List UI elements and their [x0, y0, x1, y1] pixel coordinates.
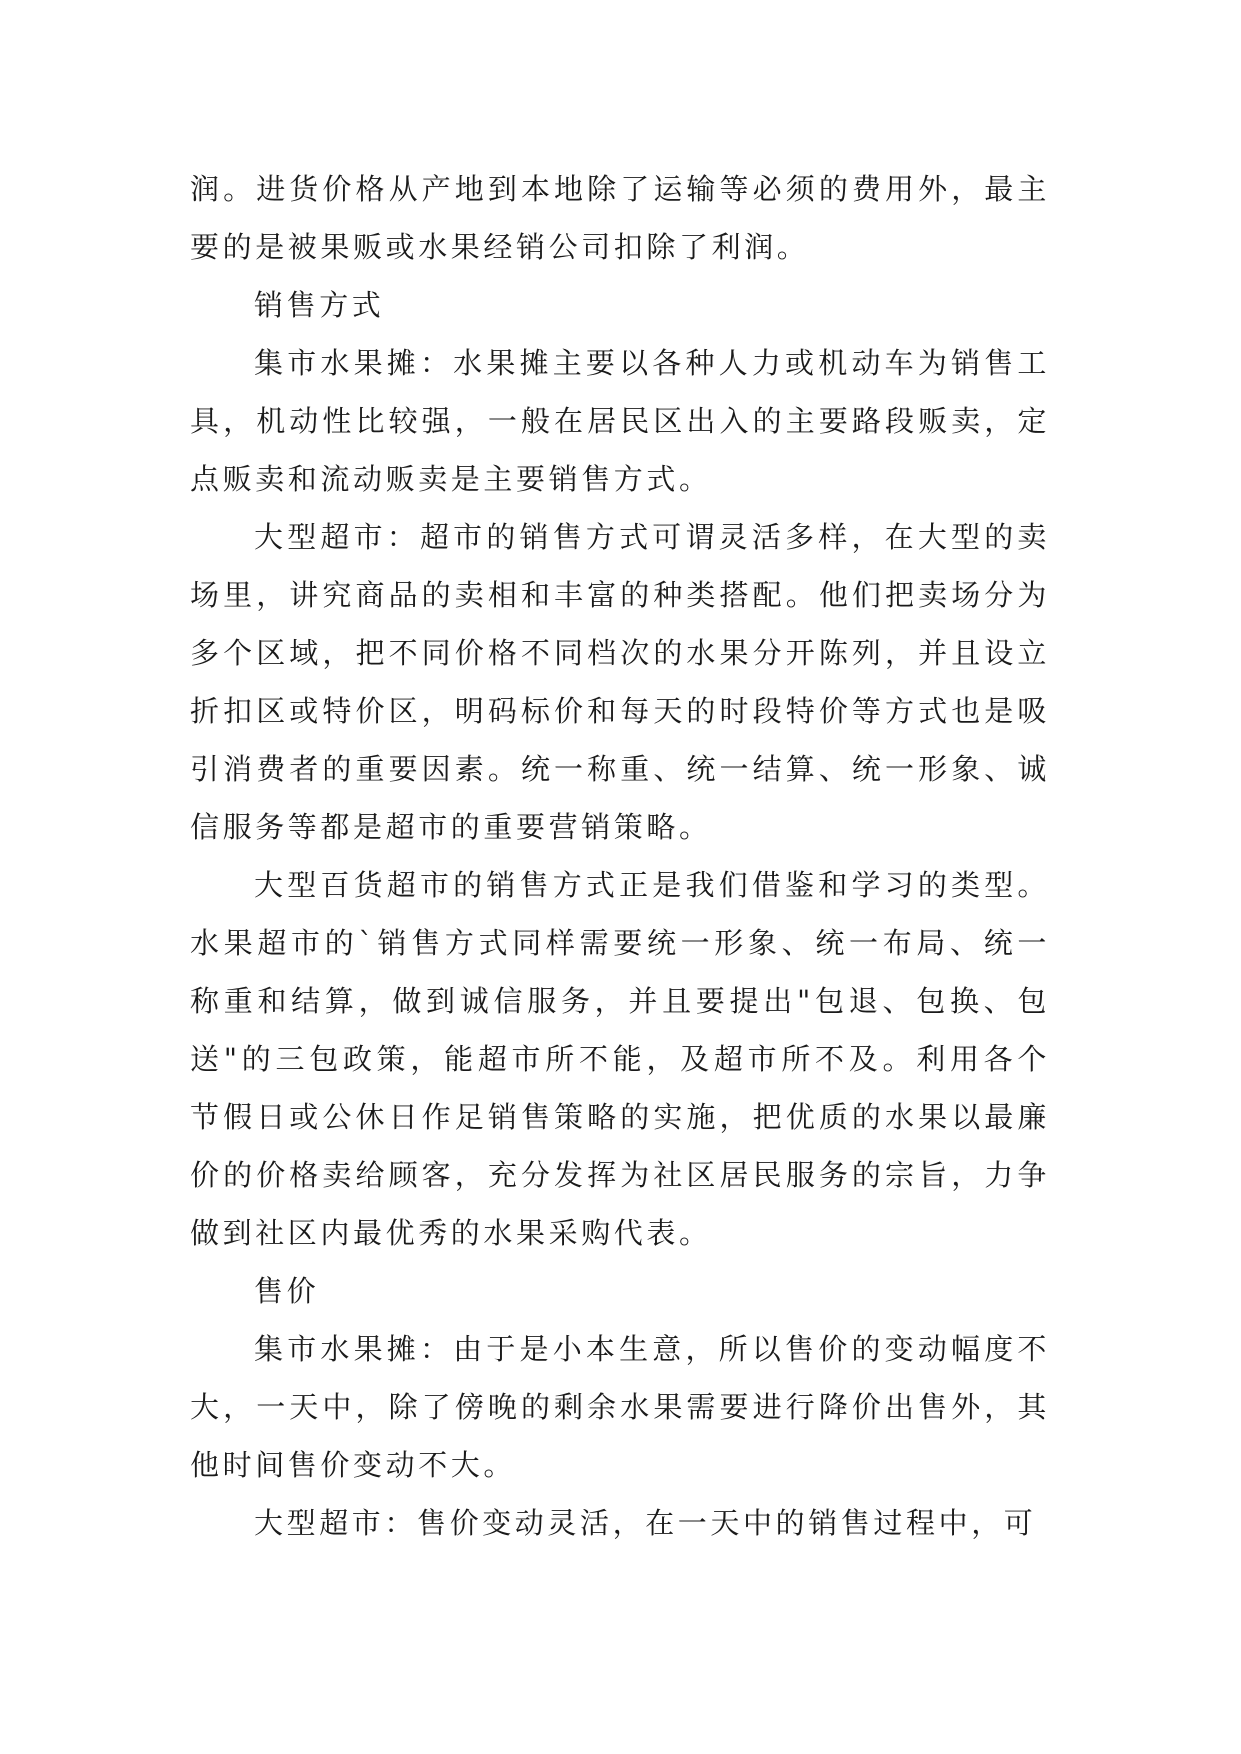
- paragraph-supermarket-price: 大型超市：售价变动灵活，在一天中的销售过程中，可: [254, 1506, 1037, 1540]
- paragraph-supermarket-sales: 大型超市：超市的销售方式可谓灵活多样，在大型的卖场里，讲究商品的卖相和丰富的种类搭配。他们把卖场分为多个区域，把不同价格不同档次的水果分开陈列，并且设立折扣区或特价区，明码标价和每天的时段特价等方式也是吸引消费者的重要因素。统一称重、统一结算、统一形象、诚信服务等都是超市的重要营销策略。: [190, 520, 1050, 844]
- heading-price: 售价: [254, 1274, 320, 1308]
- paragraph-market-stall-price: 集市水果摊：由于是小本生意，所以售价的变动幅度不大，一天中，除了傍晚的剩余水果需要进行降价出售外，其他时间售价变动不大。: [190, 1332, 1050, 1482]
- heading-sales-method: 销售方式: [254, 288, 385, 322]
- paragraph-profit-continuation: 润。进货价格从产地到本地除了运输等必须的费用外，最主要的是被果贩或水果经销公司扣除了利润。: [190, 172, 1050, 264]
- document-body: [190, 160, 1050, 1552]
- paragraph-department-store-sales: 大型百货超市的销售方式正是我们借鉴和学习的类型。水果超市的`销售方式同样需要统一形象、统一布局、统一称重和结算，做到诚信服务，并且要提出"包退、包换、包送"的三包政策，能超市所不能，及超市所不及。利用各个节假日或公休日作足销售策略的实施，把优质的水果以最廉价的价格卖给顾客，充分发挥为社区居民服务的宗旨，力争做到社区内最优秀的水果采购代表。: [190, 868, 1050, 1250]
- paragraph-market-stall-sales: 集市水果摊：水果摊主要以各种人力或机动车为销售工具，机动性比较强，一般在居民区出入的主要路段贩卖，定点贩卖和流动贩卖是主要销售方式。: [190, 346, 1050, 496]
